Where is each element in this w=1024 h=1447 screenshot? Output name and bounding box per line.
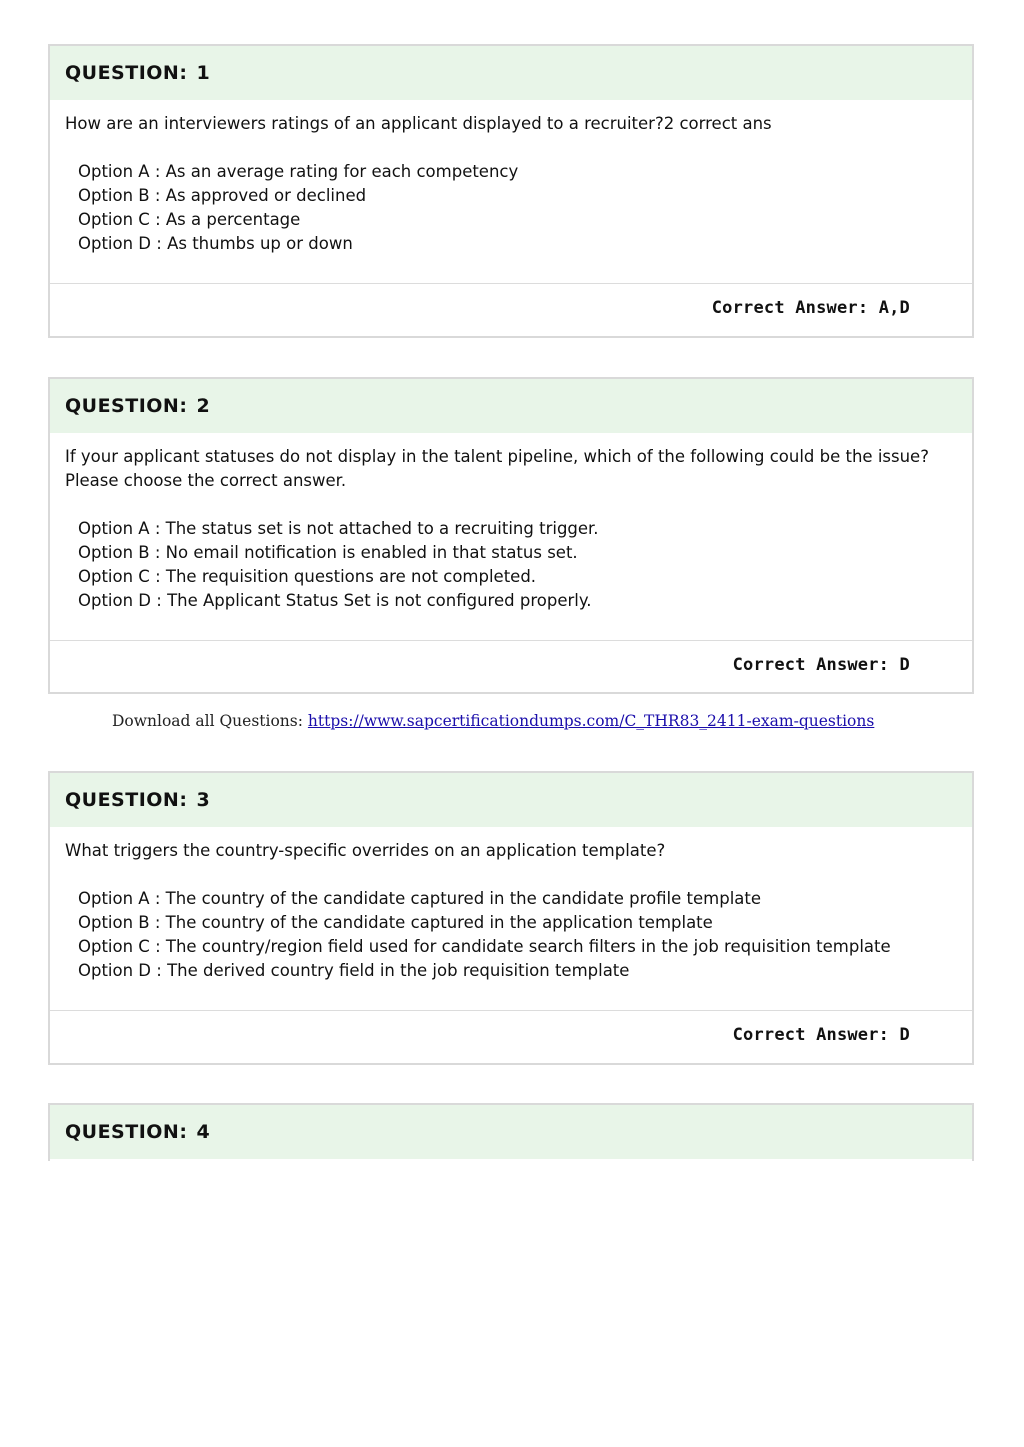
option-d: Option D : The Applicant Status Set is not configured properly.: [78, 591, 592, 610]
options-list: [65, 887, 957, 983]
option-a: Option A : The status set is not attached to a recruiting trigger.: [78, 519, 599, 538]
option-b: Option B : The country of the candidate captured in the application template: [78, 913, 713, 932]
question-header: [50, 379, 972, 433]
divider: [50, 1010, 972, 1011]
option-a: Option A : As an average rating for each competency: [78, 162, 519, 181]
download-link[interactable]: https://www.sapcertificationdumps.com/C_THR83_2411-exam-questions: [307, 712, 875, 730]
option-d: Option D : The derived country field in the job requisition template: [78, 961, 630, 980]
question-text: [65, 445, 957, 493]
option-b: Option B : No email notification is enabled in that status set.: [78, 543, 578, 562]
divider: [50, 283, 972, 284]
question-body: [50, 100, 972, 256]
divider: [50, 640, 972, 641]
question-card-3: [48, 771, 974, 1065]
question-number: 3: [196, 789, 211, 811]
question-body: [50, 827, 972, 983]
download-prefix: Download all Questions:: [112, 712, 308, 730]
question-number: 4: [196, 1121, 211, 1143]
options-list: [65, 160, 957, 256]
question-label: QUESTION:: [65, 789, 188, 811]
options-list: [65, 517, 957, 613]
correct-answer: Correct Answer: A,D: [711, 298, 910, 318]
correct-answer: Correct Answer: D: [732, 1025, 910, 1045]
question-label: QUESTION:: [65, 1121, 188, 1143]
question-body: [50, 433, 972, 613]
question-text: How are an interviewers ratings of an applicant displayed to a recruiter?2 correct ans: [65, 114, 772, 133]
question-header: [50, 773, 972, 827]
question-card-2: [48, 377, 974, 694]
question-label: QUESTION:: [65, 62, 188, 84]
question-number: 1: [196, 62, 211, 84]
question-text-line-1: If your applicant statuses do not display in the talent pipeline, which of the following could be the issue?: [65, 447, 929, 466]
option-b: Option B : As approved or declined: [78, 186, 367, 205]
option-c: Option C : As a percentage: [78, 210, 301, 229]
question-label: QUESTION:: [65, 395, 188, 417]
question-card-4: [48, 1103, 974, 1161]
question-number: 2: [196, 395, 211, 417]
correct-answer: Correct Answer: D: [732, 655, 910, 675]
option-a: Option A : The country of the candidate captured in the candidate profile template: [78, 889, 762, 908]
option-c: Option C : The requisition questions are not completed.: [78, 567, 537, 586]
option-c: Option C : The country/region field used for candidate search filters in the job requisition template: [78, 937, 891, 956]
download-line: [112, 712, 874, 730]
question-header: [50, 1105, 972, 1159]
question-header: [50, 46, 972, 100]
question-card-1: [48, 44, 974, 338]
question-text-line-2: Please choose the correct answer.: [65, 471, 347, 490]
question-text: What triggers the country-specific overrides on an application template?: [65, 841, 666, 860]
option-d: Option D : As thumbs up or down: [78, 234, 353, 253]
